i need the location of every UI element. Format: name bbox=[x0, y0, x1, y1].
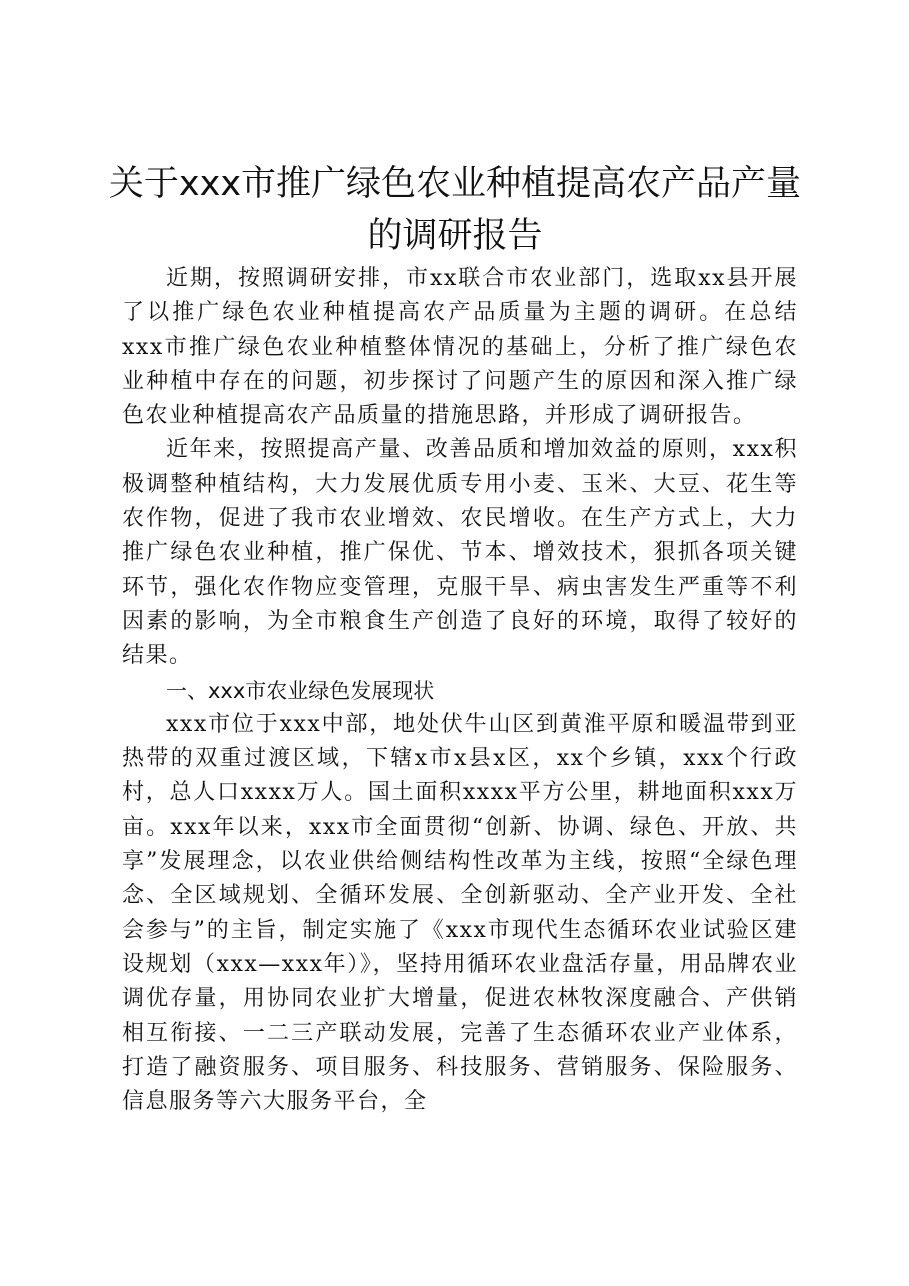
section-paragraph: xxx市位于xxx中部，地处伏牛山区到黄淮平原和暖温带到亚热带的双重过渡区域，下辖x市x县x区，xx个乡镇，xxx个行政村，总人口xxxx万人。国土面积xxxx平方公里，耕地面积xxx万亩。xxx年以来，xxx市全面贯彻“创新、协调、绿色、开放、共享”发展理念，以农业供给侧结构性改革为主线，按照“全绿色理念、全区域规划、全循环发展、全创新驱动、全产业开发、全社会参与”的主旨，制定实施了《xxx市现代生态循环农业试验区建设规划（xxx—xxx年）》，坚持用循环农业盘活存量，用品牌农业调优存量，用协同农业扩大增量，促进农林牧深度融合、产供销相互衔接、一二三产联动发展，完善了生态循环农业产业体系，打造了融资服务、项目服务、科技服务、营销服务、保险服务、信息服务等六大服务平台，全 bbox=[122, 711, 798, 1115]
intro-paragraph: 近期，按照调研安排，市xx联合市农业部门，选取xx县开展了以推广绿色农业种植提高农产品质量为主题的调研。在总结xxx市推广绿色农业种植整体情况的基础上，分析了推广绿色农业种植中存在的问题，初步探讨了问题产生的原因和深入推广绿色农业种植提高农产品质量的措施思路，并形成了调研报告。 bbox=[122, 266, 798, 429]
section-heading: 一、xxx市农业绿色发展现状 bbox=[166, 678, 435, 703]
background-paragraph: 近年来，按照提高产量、改善品质和增加效益的原则，xxx积极调整种植结构，大力发展优质专用小麦、玉米、大豆、花生等农作物，促进了我市农业增效、农民增收。在生产方式上，大力推广绿色农业种植，推广保优、节本、增效技术，狠抓各项关键环节，强化农作物应变管理，克服干旱、病虫害发生严重等不利因素的影响，为全市粮食生产创造了良好的环境，取得了较好的结果。 bbox=[122, 437, 798, 669]
document-title: 关于xxx市推广绿色农业种植提高农产品产量的调研报告 bbox=[108, 164, 802, 256]
document-body bbox=[122, 262, 798, 1119]
